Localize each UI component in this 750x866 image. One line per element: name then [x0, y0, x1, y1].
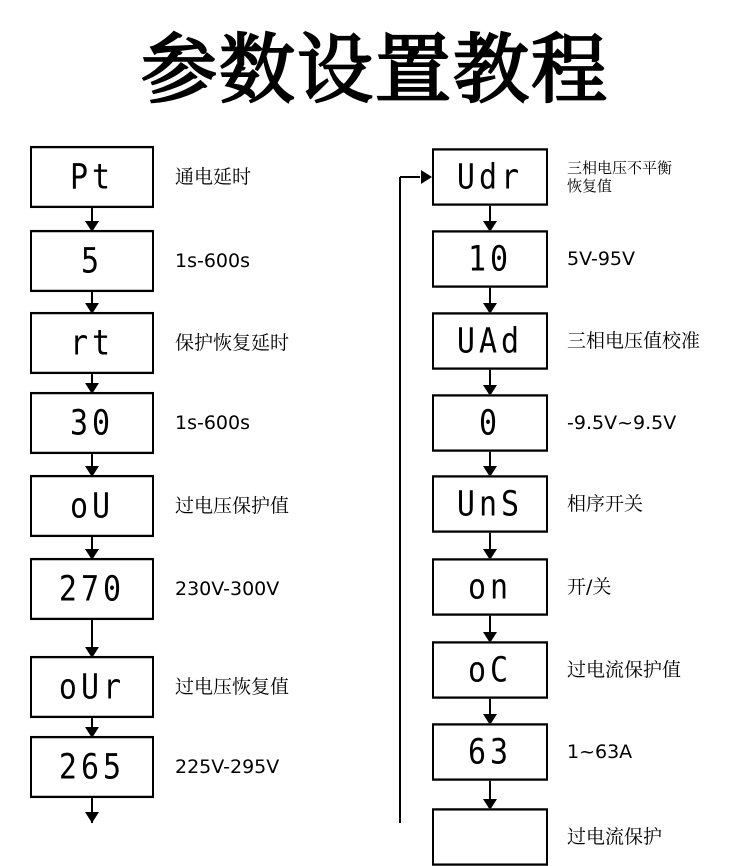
right-step-label: 三相电压值校准 [567, 330, 701, 352]
right-step-label: 开/关 [567, 576, 612, 598]
left-display-box: rt [30, 312, 154, 374]
left-display-box: 30 [30, 392, 154, 454]
right-step-label: 过电流保护值 [567, 659, 682, 681]
right-display-box: Udr [432, 148, 548, 206]
right-display-box: on [432, 558, 548, 616]
left-step-label: 1s-600s [175, 250, 251, 272]
left-step-label: 通电延时 [175, 166, 252, 188]
arrow-head [85, 812, 99, 823]
left-display-box: 270 [30, 558, 154, 620]
left-step-label: 过电压恢复值 [175, 676, 290, 698]
right-step-label: 过电流保护 [567, 826, 663, 848]
right-step-label: 5V-95V [567, 248, 636, 270]
right-display-box: 10 [432, 230, 548, 288]
left-step-label: 保护恢复延时 [175, 332, 290, 354]
left-display-box: oUr [30, 656, 154, 718]
left-display-box: 5 [30, 230, 154, 292]
right-display-box [432, 808, 548, 866]
right-step-label: 相序开关 [567, 493, 644, 515]
left-step-label: 1s-600s [175, 412, 251, 434]
left-step-label: 过电压保护值 [175, 495, 290, 517]
left-step-label: 230V-300V [175, 578, 280, 600]
right-step-label: -9.5V~9.5V [567, 412, 677, 434]
right-display-box: 0 [432, 394, 548, 452]
right-display-box: UnS [432, 475, 548, 533]
left-display-box: 265 [30, 736, 154, 798]
right-display-box: 63 [432, 723, 548, 781]
right-display-box: UAd [432, 312, 548, 370]
left-step-label: 225V-295V [175, 756, 280, 778]
page-title: 参数设置教程 [141, 25, 609, 114]
left-display-box: oU [30, 475, 154, 537]
arrow-head [421, 170, 432, 184]
right-step-label: 1~63A [567, 741, 633, 763]
left-display-box: Pt [30, 146, 154, 208]
right-step-label: 三相电压不平衡 恢复值 [567, 159, 673, 195]
right-display-box: oC [432, 641, 548, 699]
